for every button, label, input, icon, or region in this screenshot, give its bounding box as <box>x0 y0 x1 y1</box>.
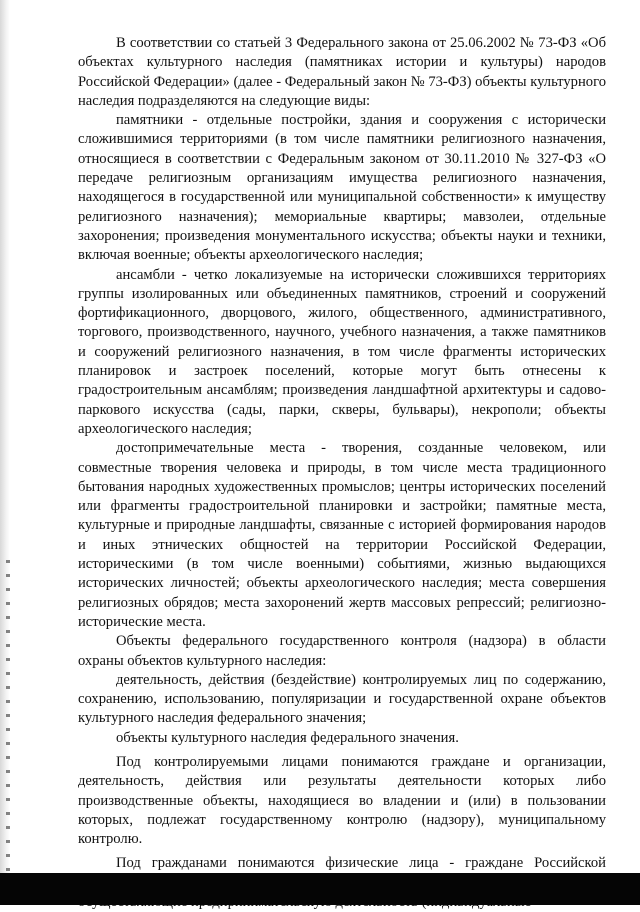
paragraph-activity: деятельность, действия (бездействие) контролируемых лиц по содержанию, сохранению, использованию, популяризации и государственной охране объектов культурного наследия федерального значения; <box>78 671 606 727</box>
paragraph-federal-objects: объекты культурного наследия федерального значения. <box>116 729 459 746</box>
scan-left-specks <box>6 560 10 890</box>
document-body <box>78 34 606 912</box>
paragraph-citizens: Под гражданами понимаются физические лица - граждане Российской <box>116 855 606 872</box>
scan-bottom-bar <box>0 873 640 905</box>
paragraph-controlled-persons: Под контролируемыми лицами понимаются граждане и организации, деятельность, действия или результаты деятельности которых либо производственные объекты, находящиеся во владении и (или) в пользовании которых, подлежат государственному контролю (надзору), муниципальному контролю. <box>78 753 606 848</box>
paragraph-control-objects: Объекты федерального государственного контроля (надзора) в области охраны объектов культурного наследия: <box>78 633 606 669</box>
paragraph-ensembles: ансамбли - четко локализуемые на исторически сложившихся территориях группы изолированных или объединенных памятников, строений и сооружений фортификационного, дворцового, жилого, общественного, административного, торгового, производственного, научного, учебного назначения, а также памятников и сооружений религиозного назначения, в том числе фрагменты исторических планировок и застроек поселений, которые могут быть отнесены к градостроительным ансамблям; произведения ландшафтной архитектуры и садово-паркового искусства (сады, парки, скверы, бульвары), некрополи; объекты археологического наследия; <box>78 266 606 437</box>
paragraph-intro: В соответствии со статьей 3 Федерального закона от 25.06.2002 № 73-ФЗ «Об объектах культурного наследия (памятниках истории и культуры) народов Российской Федерации» (далее - Федеральный закон № 73-ФЗ) объекты культурного наследия подразделяются на следующие виды: <box>78 35 606 109</box>
paragraph-monuments: памятники - отдельные постройки, здания и сооружения с исторически сложившимися территориями (в том числе памятники религиозного назначения, относящиеся в соответствии с Федеральным законом от 30.11.2010 № 327-ФЗ «О передаче религиозным организациям имущества религиозного назначения, находящегося в государственной или муниципальной собственности» к имуществу религиозного назначения); мемориальные квартиры; мавзолеи, отдельные захоронения; произведения монументального искусства; объекты науки и техники, включая военные; объекты археологического наследия; <box>78 112 606 264</box>
paragraph-landmarks: достопримечательные места - творения, созданные человеком, или совместные творения человека и природы, в том числе места традиционного бытования народных художественных промыслов; центры исторических поселений или фрагменты градостроительной планировки и застройки; памятные места, культурные и природные ландшафты, связанные с историей формирования народов и иных этнических общностей на территории Российской Федерации, историческими (в том числе военными) событиями, жизнью выдающихся исторических личностей; объекты археологического наследия; места совершения религиозных обрядов; места захоронений жертв массовых репрессий; религиозно-исторические места. <box>78 440 606 630</box>
